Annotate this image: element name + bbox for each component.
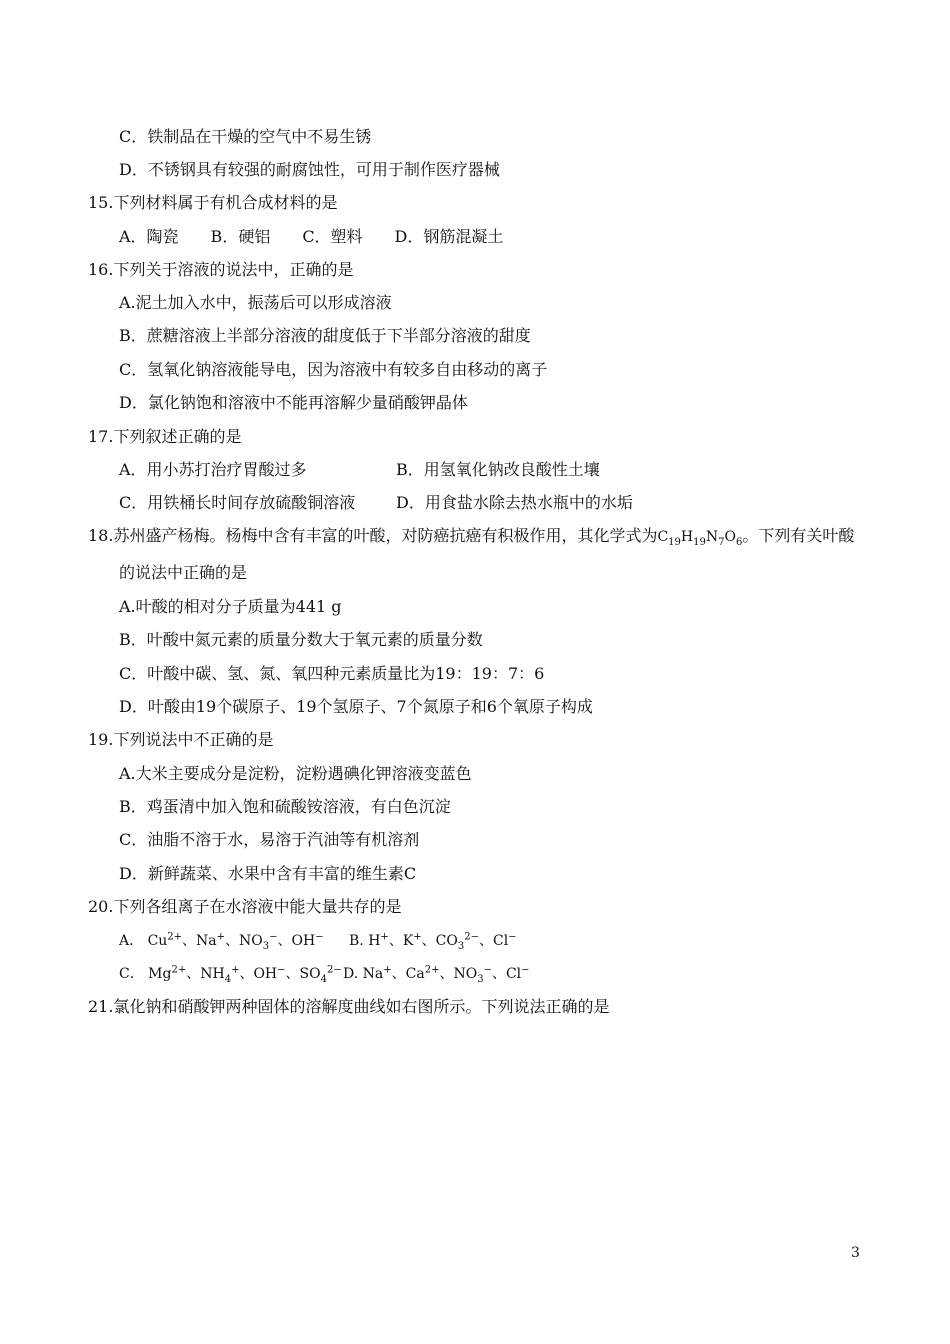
q17-option-a: A．用小苏打治疗胃酸过多 [119,460,307,479]
q15-options: A．陶瓷 B．硬铝 C．塑料 D．钢筋混凝土 [119,227,504,246]
q14-option-d: D．不锈钢具有较强的耐腐蚀性，可用于制作医疗器械 [119,160,500,179]
q16-option-c: C．氢氧化钠溶液能导电，因为溶液中有较多自由移动的离子 [119,360,548,379]
q18-option-c: C．叶酸中碳、氢、氮、氧四种元素质量比为19：19：7：6 [119,664,545,683]
q19-option-d: D．新鲜蔬菜、水果中含有丰富的维生素C [119,864,417,883]
q19-stem: 19.下列说法中不正确的是 [88,730,274,749]
option-label: D. [343,966,363,982]
ion: $NO_3^-$ [239,931,278,952]
q18-option-a: A.叶酸的相对分子质量为441 g [119,597,342,616]
q20-option-c: C． $Mg^{2+}$、$NH_4^+$、OH−、$SO_4^{2-}$ [119,964,342,985]
page-number: 3 [851,1245,860,1261]
q18-option-d: D．叶酸由19个碳原子、19个氢原子、7个氮原子和6个氧原子构成 [119,697,593,716]
ion: $NH_4^+$ [200,964,240,985]
q20-option-b: B. H+、K+、$CO_3^{2-}$、Cl− [349,931,517,952]
ion: Cl− [505,964,530,982]
option-label: C． [119,966,149,982]
q20-option-d: D. Na+、$Ca^{2+}$、$NO_3^-$、Cl− [343,964,530,985]
q16-stem: 16.下列关于溶液的说法中，正确的是 [88,260,354,279]
ion: K+ [402,931,422,949]
option-label: B. [349,933,369,949]
ion: $CO_3^{2-}$ [435,931,479,952]
q17-option-c: C．用铁桶长时间存放硫酸铜溶液 [119,493,356,512]
q20-option-a: A． $Cu^{2+}$、Na+、$NO_3^-$、OH− [119,931,324,952]
ion: $Ca^{2+}$ [405,964,440,982]
ion: $Cu^{2+}$ [147,931,183,949]
q16-option-b: B．蔗糖溶液上半部分溶液的甜度低于下半部分溶液的甜度 [119,326,531,345]
ion: Cl− [493,931,517,949]
ion: OH− [291,931,324,949]
q18-stem: 18.苏州盛产杨梅。杨梅中含有丰富的叶酸，对防癌抗癌有积极作用，其化学式为$C_{19}H_{19}N_7O_6$。下列有关叶酸 [88,526,855,548]
ion: $Mg^{2+}$ [148,964,187,982]
ion: OH− [253,964,286,982]
q19-option-b: B．鸡蛋清中加入饱和硫酸铵溶液，有白色沉淀 [119,797,451,816]
option-label: A． [119,933,148,949]
q16-option-d: D．氯化钠饱和溶液中不能再溶解少量硝酸钾晶体 [119,393,468,412]
ion: $SO_4^{2-}$ [299,964,342,985]
q21-stem: 21.氯化钠和硝酸钾两种固体的溶解度曲线如右图所示。下列说法正确的是 [88,997,610,1016]
q18-stem-continued: 的说法中正确的是 [119,563,248,582]
q17-option-b: B．用氢氧化钠改良酸性土壤 [396,460,600,479]
ion: $NO_3^-$ [453,964,492,985]
q15-stem: 15.下列材料属于有机合成材料的是 [88,193,338,212]
folic-acid-formula: $C_{19}H_{19}N_7O_6$ [657,529,743,548]
ion: Na+ [196,931,226,949]
ion: Na+ [362,964,392,982]
ion: H+ [368,931,389,949]
q17-stem: 17.下列叙述正确的是 [88,427,242,446]
q20-stem: 20.下列各组离子在水溶液中能大量共存的是 [88,897,402,916]
q19-option-a: A.大米主要成分是淀粉，淀粉遇碘化钾溶液变蓝色 [119,764,472,783]
q17-option-d: D．用食盐水除去热水瓶中的水垢 [396,493,633,512]
q14-option-c: C．铁制品在干燥的空气中不易生锈 [119,127,372,146]
q16-option-a: A.泥土加入水中，振荡后可以形成溶液 [119,293,392,312]
q19-option-c: C．油脂不溶于水，易溶于汽油等有机溶剂 [119,830,420,849]
q18-option-b: B．叶酸中氮元素的质量分数大于氧元素的质量分数 [119,630,483,649]
